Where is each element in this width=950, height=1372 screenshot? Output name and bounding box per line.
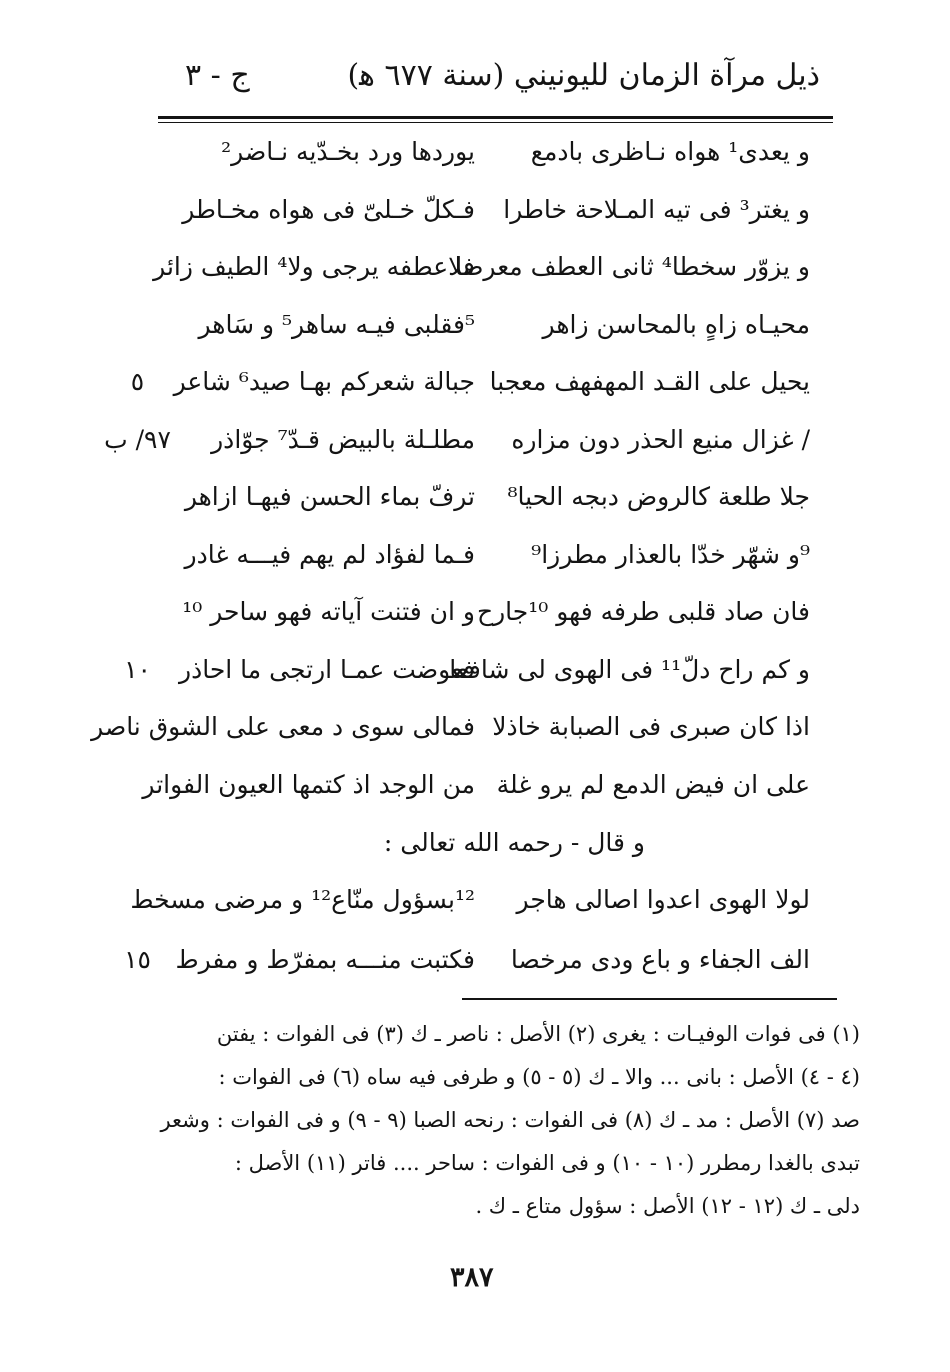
page-number: ٣٨٧ [450,1262,494,1293]
margin-number: ٩٧/ ب [104,424,171,454]
hemistich-first: ⁹و شهّر خدّا بالعذار مطرزا⁹ [531,539,810,569]
footnote-line: (١) فى فوات الوفيـات : يغرى (٢) الأصل : ناصر ـ ك (٣) فى الفوات : يفتن [216,1022,860,1046]
footnote-line: تبدى بالغدا رمطرر (١٠ - ١٠) و فى الفوات : ساحر .... فاتر (١١) الأصل : [234,1151,860,1175]
hemistich-second: فمالى سوى د معى على الشوق ناصر [91,712,475,741]
footnote-line: صد (٧) الأصل : مد ـ ك (٨) فى الفوات : رنحه الصبا (٩ - ٩) و فى الفوات : وشعر [160,1108,860,1132]
hemistich-first: لولا الهوى اعدوا اصالى هاجر [516,885,810,914]
hemistich-second: من الوجد اذ كتمها العيون الفواتر [142,769,475,799]
section-intro: و قال - رحمه الله تعالى : [383,828,645,857]
margin-number: ١٠ [124,654,151,684]
hemistich-second: جبالة شعركم بهـا صيد⁶ شاعر [173,367,475,396]
hemistich-first: فان صاد قلبى طرفه فهو ¹⁰جارح [476,597,810,626]
hemistich-first: / غزال منيع الحذر دون مزاره [511,424,810,454]
hemistich-second: فـكلّ خـلىّ فى هواه مخـاطر [182,194,475,224]
hemistich-second: فعوضت عمـا ارتجى ما احاذر [179,654,475,684]
hemistich-second: ¹²بسؤول منّاع¹² و مرضى مسخط [130,885,475,914]
running-header-title: ذيل مرآة الزمان لليونيني (سنة ٦٧٧ ﻫ) [347,58,820,93]
running-header-volume: ج - ٣ [185,58,250,93]
hemistich-first: و كم راح دلّ¹¹ فى الهوى لى شافعا [449,654,810,684]
margin-number: ١٥ [124,945,151,974]
footnote-line: (٤ - ٤) الأصل : بانى ... والا ـ ك (٥ - ٥) و طرفى فيه ساه (٦) فى الفوات : [218,1065,860,1089]
hemistich-first: و يعدى¹ هواه نـاظرى بادمع [530,137,810,166]
hemistich-first: محيـاه زاهٍ بالمحاسن زاهر [542,309,810,339]
hemistich-first: الف الجفاء و باع ودى مرخصا [510,945,810,974]
hemistich-first: و يزوّر سخطا⁴ ثانى العطف معرضا [454,252,810,281]
header-rule [158,116,833,119]
hemistich-first: على ان فيض الدمع لم يرو غلة [496,769,810,799]
hemistich-first: يحيل على القـد المهفهف معجبا [489,367,810,396]
margin-number: ٥ [130,367,145,396]
footnote-line: دلى ـ ك (١٢ - ١٢) الأصل : سؤول متاع ـ ك . [475,1194,860,1218]
footnote-rule [462,998,837,1000]
hemistich-second: يوردها ورد بخـدّيه نـاضر² [221,137,475,166]
hemistich-second: مطلـلة بالبيض قـدّ⁷ جوّاذر [211,424,475,454]
hemistich-second: ⁵فقلبى فيـه ساهر⁵ و سَاهر [198,309,475,339]
hemistich-first: جلا طلعة كالروض دبجه الحيا⁸ [507,482,810,511]
hemistich-second: و ان فتنت آياته فهو ساحر ¹⁰ [182,597,475,626]
hemistich-second: فـما لفؤاد لم يهم فيـــه غادر [184,539,475,569]
header-rule-thin [158,122,833,123]
hemistich-first: اذا كان صبرى فى الصبابة خاذلا [492,712,810,741]
hemistich-first: و يغتر³ فى تيه المـلاحة خاطرا [503,194,810,224]
hemistich-second: فلاعطفه يرجى ولا⁴ الطيف زائر [153,252,475,281]
hemistich-second: فكتبت منـــه بمفرّط و مفرط [175,945,475,974]
hemistich-second: ترفّ بماء الحسن فيهـا ازاهر [184,482,475,511]
